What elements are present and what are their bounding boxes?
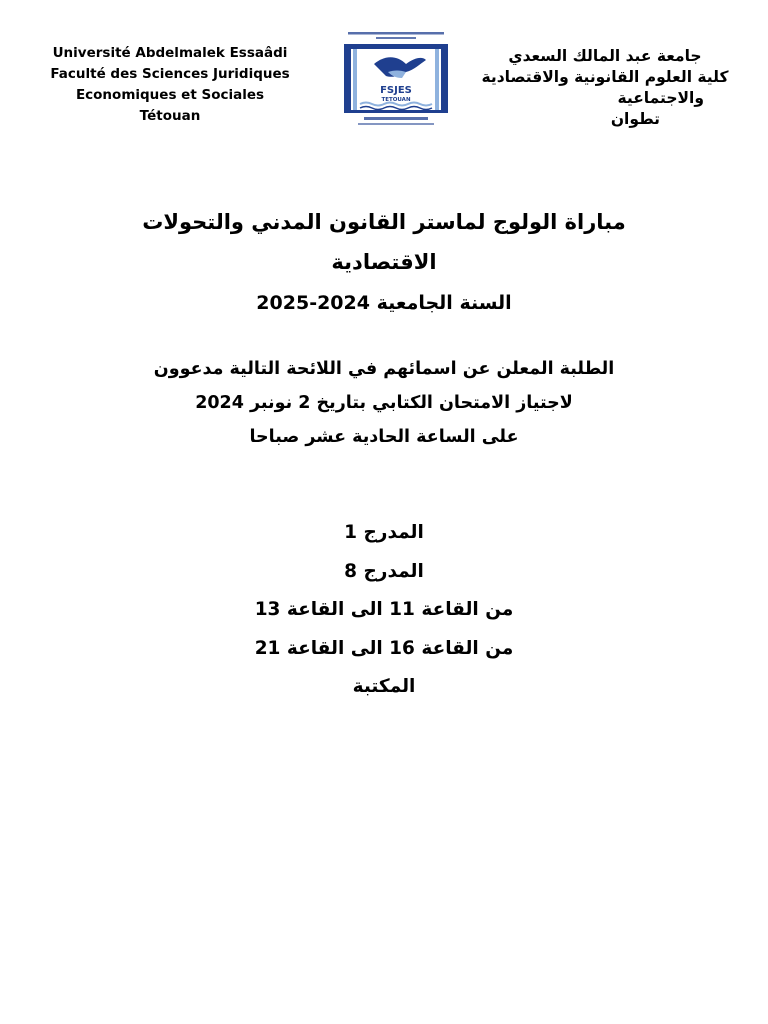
fsjes-logo — [336, 30, 456, 130]
notice-line-3: على الساعة الحادية عشر صباحا — [249, 427, 519, 447]
hall-item: المدرج 1 — [344, 522, 424, 543]
svg-text:TETOUAN: TETOUAN — [381, 97, 411, 103]
notice-line-1: الطلبة المعلن عن اسمائهم في اللائحة التالية مدعوون — [153, 359, 615, 379]
hall-item: المدرج 8 — [344, 560, 424, 582]
hall-item: من القاعة 16 الى القاعة 21 — [254, 637, 514, 659]
title-line-1: مباراة الولوج لماستر القانون المدني والتحولات — [142, 210, 626, 234]
header-ar-faculty: كلية العلوم القانونية والاقتصادية — [481, 68, 729, 86]
academic-year: السنة الجامعية 2024-2025 — [256, 292, 512, 314]
exam-notice — [40, 352, 728, 454]
hall-item: من القاعة 11 الى القاعة 13 — [254, 599, 514, 620]
header-fr-faculty: Faculté des Sciences Juridiques — [50, 66, 290, 82]
exam-halls-list — [40, 514, 728, 707]
header-ar-city: تطوان — [610, 110, 660, 128]
hall-item: المكتبة — [352, 676, 416, 697]
header-french — [40, 43, 300, 127]
notice-line-2: لاجتياز الامتحان الكتابي بتاريخ 2 نونبر 2024 — [195, 393, 573, 413]
header-arabic — [470, 46, 740, 130]
svg-text:FSJES: FSJES — [380, 85, 412, 96]
header-fr-university: Université Abdelmalek Essaâdi — [52, 45, 288, 61]
header-fr-faculty-cont: Economiques et Sociales — [75, 87, 265, 103]
header-ar-university: جامعة عبد المالك السعدي — [508, 47, 702, 65]
header-fr-city: Tétouan — [139, 108, 201, 124]
page-title — [40, 202, 728, 282]
title-line-2: الاقتصادية — [331, 250, 437, 274]
header-ar-faculty-cont: والاجتماعية — [617, 89, 704, 107]
